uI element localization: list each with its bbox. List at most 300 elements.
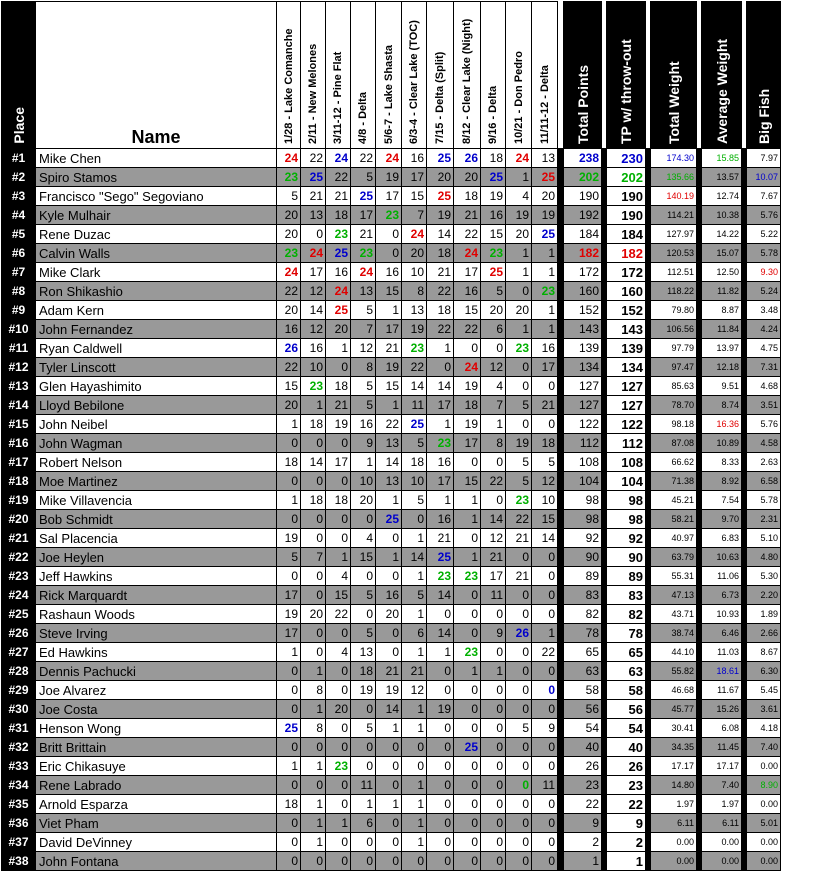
table-row [2,491,781,510]
event-score: 0 [301,472,326,491]
angler-name: Adam Kern [36,301,277,320]
place-cell: #32 [2,738,36,757]
event-score: 1 [532,301,558,320]
event-score: 21 [326,187,351,206]
event-score: 0 [351,510,376,529]
event-score: 19 [277,605,301,624]
big-fish: 5.78 [747,244,781,263]
event-score: 21 [376,339,402,358]
table-row [2,738,781,757]
total-weight: 45.77 [651,700,697,719]
place-cell: #37 [2,833,36,852]
event-score: 0 [326,795,351,814]
event-score: 21 [532,396,558,415]
total-weight-header: Total Weight [651,2,697,149]
event-score: 8 [402,282,427,301]
place-cell: #28 [2,662,36,681]
angler-name: Rene Duzac [36,225,277,244]
big-fish: 5.30 [747,567,781,586]
average-weight: 6.83 [702,529,742,548]
big-fish: 4.75 [747,339,781,358]
event-score: 0 [481,795,506,814]
average-weight: 13.57 [702,168,742,187]
event-score: 0 [427,852,454,871]
event-score: 21 [506,529,532,548]
event-score: 0 [301,852,326,871]
average-weight: 11.84 [702,320,742,339]
event-score: 18 [326,377,351,396]
event-score: 20 [532,187,558,206]
angler-name: Moe Martinez [36,472,277,491]
average-weight: 18.61 [702,662,742,681]
total-points: 78 [564,624,602,643]
event-score: 20 [277,396,301,415]
big-fish: 8.67 [747,643,781,662]
big-fish: 2.20 [747,586,781,605]
event-score: 21 [301,187,326,206]
event-score: 26 [506,624,532,643]
event-score: 0 [454,529,481,548]
angler-name: Calvin Walls [36,244,277,263]
table-row [2,510,781,529]
tp-throwout: 65 [607,643,646,662]
event-score: 12 [351,339,376,358]
event-score: 17 [532,358,558,377]
event-score: 0 [481,681,506,700]
table-row [2,168,781,187]
event-score: 9 [532,719,558,738]
angler-name: David DeVinney [36,833,277,852]
event-score: 1 [506,244,532,263]
tp-throwout: 104 [607,472,646,491]
event-score: 1 [301,700,326,719]
big-fish: 4.58 [747,434,781,453]
event-score: 23 [427,567,454,586]
event-score: 22 [277,358,301,377]
event-score: 1 [402,719,427,738]
average-weight: 15.07 [702,244,742,263]
place-cell: #2 [2,168,36,187]
event-score: 23 [277,168,301,187]
event-score: 18 [532,434,558,453]
event-score: 18 [277,795,301,814]
total-points: 202 [564,168,602,187]
event-score: 0 [481,833,506,852]
event-score: 23 [326,757,351,776]
tp-throwout: 112 [607,434,646,453]
event-score: 22 [454,320,481,339]
event-score: 0 [454,681,481,700]
event-score: 1 [402,700,427,719]
event-score: 6 [402,624,427,643]
event-score: 0 [427,358,454,377]
average-weight: 13.97 [702,339,742,358]
event-score: 1 [301,795,326,814]
angler-name: Ed Hawkins [36,643,277,662]
event-score: 18 [301,491,326,510]
big-fish-header: Big Fish [747,2,781,149]
event-score: 0 [326,472,351,491]
event-score: 22 [427,320,454,339]
big-fish: 3.48 [747,301,781,320]
event-score: 22 [402,358,427,377]
total-weight: 174.30 [651,149,697,168]
event-score: 25 [532,225,558,244]
event-score: 0 [454,719,481,738]
event-score: 0 [532,757,558,776]
angler-name: Jeff Hawkins [36,567,277,586]
event-score: 13 [402,301,427,320]
event-score: 5 [351,377,376,396]
event-score: 20 [277,301,301,320]
event-score: 14 [427,377,454,396]
table-row [2,624,781,643]
event-score: 17 [277,624,301,643]
event-score: 0 [427,719,454,738]
table-row [2,586,781,605]
event-score: 13 [351,282,376,301]
event-score: 15 [376,282,402,301]
event-score: 0 [301,624,326,643]
event-score: 0 [454,776,481,795]
total-points: 184 [564,225,602,244]
total-weight: 127.97 [651,225,697,244]
event-score: 0 [351,605,376,624]
event-score: 0 [532,415,558,434]
place-cell: #29 [2,681,36,700]
event-header: 11/11-12 - Delta [532,2,558,149]
event-score: 0 [506,681,532,700]
place-cell: #10 [2,320,36,339]
average-weight: 15.85 [702,149,742,168]
event-score: 17 [454,263,481,282]
event-score: 0 [351,757,376,776]
big-fish: 7.67 [747,187,781,206]
big-fish: 5.10 [747,529,781,548]
total-weight: 71.38 [651,472,697,491]
tp-throwout: 122 [607,415,646,434]
tp-throwout: 22 [607,795,646,814]
event-score: 5 [351,719,376,738]
average-weight: 11.06 [702,567,742,586]
average-weight: 8.33 [702,453,742,472]
event-score: 1 [454,548,481,567]
angler-name: Britt Brittain [36,738,277,757]
event-score: 0 [481,491,506,510]
event-score: 0 [532,605,558,624]
angler-name: Kyle Mulhair [36,206,277,225]
event-score: 20 [326,700,351,719]
event-score: 0 [277,567,301,586]
place-cell: #38 [2,852,36,871]
event-score: 18 [454,187,481,206]
big-fish: 5.01 [747,814,781,833]
event-score: 16 [301,339,326,358]
event-score: 23 [454,567,481,586]
event-score: 19 [506,206,532,225]
event-score: 0 [277,434,301,453]
event-score: 5 [277,187,301,206]
event-score: 14 [402,548,427,567]
total-points: 63 [564,662,602,681]
tp-throwout: 26 [607,757,646,776]
tp-throwout: 92 [607,529,646,548]
table-row [2,320,781,339]
table-row [2,719,781,738]
tp-throwout: 230 [607,149,646,168]
event-score: 13 [351,643,376,662]
event-score: 7 [301,548,326,567]
event-score: 17 [427,396,454,415]
event-score: 22 [301,149,326,168]
angler-name: John Fernandez [36,320,277,339]
total-points: 40 [564,738,602,757]
event-score: 19 [376,358,402,377]
event-score: 0 [506,605,532,624]
event-score: 1 [326,548,351,567]
event-score: 14 [376,453,402,472]
event-score: 1 [454,662,481,681]
event-score: 1 [376,396,402,415]
place-cell: #12 [2,358,36,377]
table-row [2,605,781,624]
tp-throwout: 9 [607,814,646,833]
event-score: 23 [532,282,558,301]
event-score: 23 [427,434,454,453]
event-score: 12 [481,529,506,548]
event-score: 23 [376,206,402,225]
total-weight: 106.56 [651,320,697,339]
table-row [2,757,781,776]
angler-name: Arnold Esparza [36,795,277,814]
event-score: 24 [326,282,351,301]
event-score: 0 [376,833,402,852]
event-score: 0 [427,605,454,624]
event-score: 0 [427,681,454,700]
place-cell: #17 [2,453,36,472]
event-score: 21 [454,206,481,225]
place-cell: #13 [2,377,36,396]
event-score: 0 [454,624,481,643]
event-score: 0 [326,833,351,852]
event-header: 6/3-4 - Clear Lake (TOC) [402,2,427,149]
event-score: 10 [402,472,427,491]
tp-throwout: 172 [607,263,646,282]
place-cell: #3 [2,187,36,206]
event-score: 0 [277,776,301,795]
event-score: 1 [427,491,454,510]
event-score: 24 [326,149,351,168]
event-score: 26 [277,339,301,358]
event-score: 1 [326,339,351,358]
event-score: 9 [481,624,506,643]
event-score: 20 [351,491,376,510]
big-fish: 2.31 [747,510,781,529]
place-cell: #5 [2,225,36,244]
event-score: 6 [351,814,376,833]
average-weight: 15.26 [702,700,742,719]
event-score: 15 [454,472,481,491]
event-score: 11 [481,586,506,605]
event-score: 1 [301,833,326,852]
event-score: 1 [427,415,454,434]
place-cell: #8 [2,282,36,301]
angler-name: Bob Schmidt [36,510,277,529]
event-score: 0 [402,852,427,871]
event-score: 16 [277,320,301,339]
big-fish: 2.66 [747,624,781,643]
event-score: 0 [277,662,301,681]
event-score: 0 [506,776,532,795]
average-weight: 10.93 [702,605,742,624]
header-row [2,2,781,149]
event-score: 0 [326,681,351,700]
event-score: 24 [301,244,326,263]
place-header: Place [2,2,36,149]
event-score: 1 [402,605,427,624]
event-score: 0 [454,586,481,605]
event-score: 24 [402,225,427,244]
event-score: 21 [427,263,454,282]
angler-name: Joe Alvarez [36,681,277,700]
event-score: 25 [326,301,351,320]
event-score: 0 [532,548,558,567]
event-score: 15 [481,225,506,244]
total-points: 56 [564,700,602,719]
average-weight: 16.36 [702,415,742,434]
event-score: 1 [427,643,454,662]
event-score: 5 [506,453,532,472]
total-weight: 140.19 [651,187,697,206]
event-score: 0 [376,814,402,833]
event-score: 0 [301,567,326,586]
event-score: 14 [481,510,506,529]
average-weight: 8.87 [702,301,742,320]
event-score: 1 [532,244,558,263]
event-score: 14 [402,377,427,396]
event-score: 10 [351,472,376,491]
total-points: 160 [564,282,602,301]
total-weight: 97.79 [651,339,697,358]
event-score: 12 [402,681,427,700]
event-score: 0 [376,567,402,586]
big-fish: 7.40 [747,738,781,757]
total-weight: 17.17 [651,757,697,776]
total-weight: 45.21 [651,491,697,510]
event-header: 5/6-7 - Lake Shasta [376,2,402,149]
event-score: 0 [427,738,454,757]
event-score: 19 [376,168,402,187]
place-cell: #20 [2,510,36,529]
angler-name: Tyler Linscott [36,358,277,377]
event-score: 10 [532,491,558,510]
big-fish: 4.18 [747,719,781,738]
event-score: 25 [351,187,376,206]
average-weight: 11.67 [702,681,742,700]
angler-name: Francisco "Sego" Segoviano [36,187,277,206]
event-score: 8 [481,434,506,453]
tp-throwout: 184 [607,225,646,244]
event-score: 1 [301,757,326,776]
table-row [2,358,781,377]
angler-name: Rashaun Woods [36,605,277,624]
event-score: 14 [427,225,454,244]
event-score: 5 [481,282,506,301]
total-points: 22 [564,795,602,814]
table-row [2,681,781,700]
angler-name: Lloyd Bebilone [36,396,277,415]
event-score: 0 [301,776,326,795]
event-score: 20 [277,225,301,244]
total-points: 1 [564,852,602,871]
event-score: 5 [402,434,427,453]
total-points: 104 [564,472,602,491]
event-score: 19 [277,529,301,548]
event-score: 21 [351,225,376,244]
average-weight: 8.92 [702,472,742,491]
tp-throwout: 90 [607,548,646,567]
event-score: 0 [481,700,506,719]
event-score: 14 [427,586,454,605]
event-score: 19 [454,377,481,396]
place-cell: #23 [2,567,36,586]
event-score: 0 [454,700,481,719]
event-score: 11 [532,776,558,795]
table-row [2,662,781,681]
event-score: 0 [532,814,558,833]
total-points: 65 [564,643,602,662]
total-weight: 85.63 [651,377,697,396]
place-cell: #4 [2,206,36,225]
event-score: 1 [427,339,454,358]
event-score: 16 [402,149,427,168]
average-weight-header: Average Weight [702,2,742,149]
tp-throwout: 23 [607,776,646,795]
event-score: 19 [506,434,532,453]
tp-throwout-header: TP w/ throw-out [607,2,646,149]
event-score: 22 [532,643,558,662]
event-score: 17 [402,168,427,187]
event-score: 0 [532,567,558,586]
event-score: 0 [301,434,326,453]
event-score: 19 [351,681,376,700]
event-score: 16 [427,510,454,529]
event-score: 25 [454,738,481,757]
event-score: 22 [454,225,481,244]
event-score: 0 [506,282,532,301]
event-score: 18 [326,206,351,225]
table-row [2,149,781,168]
event-score: 22 [326,605,351,624]
total-points: 192 [564,206,602,225]
place-cell: #30 [2,700,36,719]
tp-throwout: 127 [607,377,646,396]
event-score: 1 [506,168,532,187]
event-score: 0 [532,681,558,700]
average-weight: 6.73 [702,586,742,605]
big-fish: 0.00 [747,757,781,776]
event-score: 1 [277,491,301,510]
event-score: 21 [376,662,402,681]
event-score: 0 [301,586,326,605]
average-weight: 1.97 [702,795,742,814]
big-fish: 0.00 [747,852,781,871]
event-score: 0 [454,852,481,871]
event-score: 12 [301,282,326,301]
event-score: 0 [481,605,506,624]
event-score: 0 [326,624,351,643]
tp-throwout: 127 [607,396,646,415]
